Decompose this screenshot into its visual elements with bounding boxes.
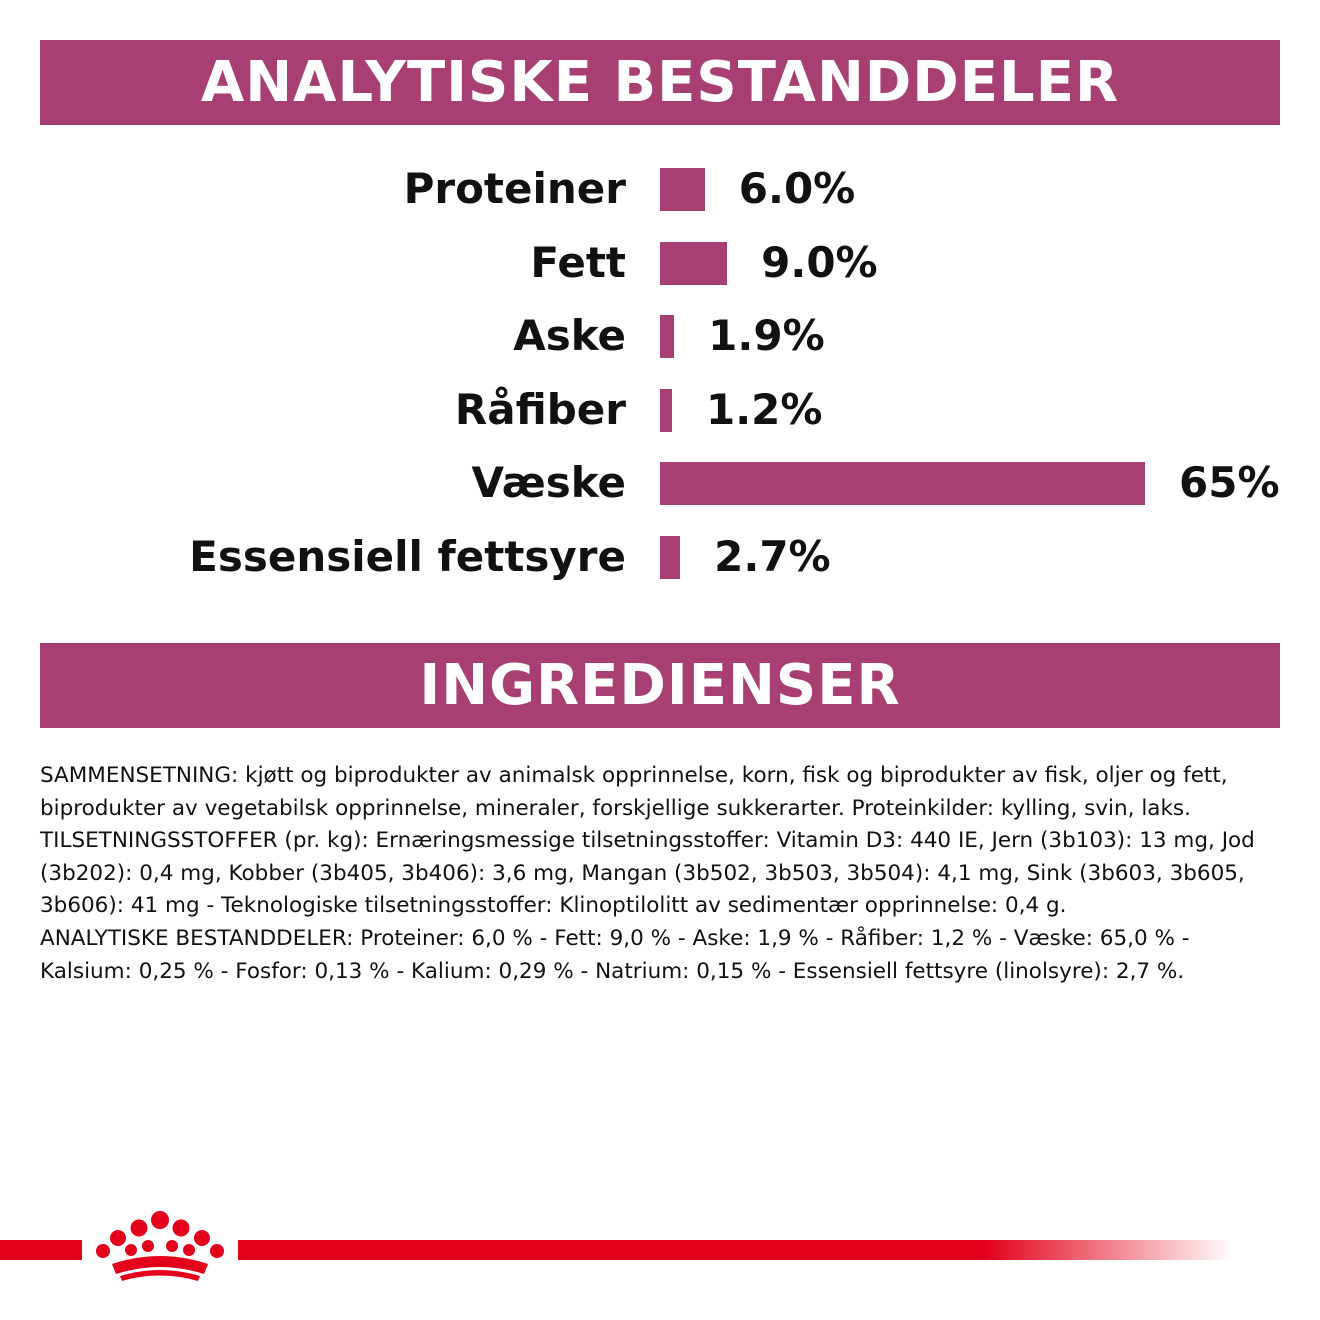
ingredients-paragraph-additives: TILSETNINGSSTOFFER (pr. kg): Ernæringsmessige tilsetningsstoffer: Vitamin D3: 440 IE, Jern (3b103): 13 mg, Jod (3b202): 0,4 mg, Kobber (3b405, 3b406): 3,6 mg, Mangan (3b502, 3b503, 3b504): 4,1 mg, Sink (3b603, 3b605, 3b606): 41 mg - Teknologiske tilsetningsstoffer: Klinoptilolitt av sedimentær opprinnelse: 0,4 g.	[40, 828, 1255, 919]
analytic-header-band	[40, 40, 1280, 125]
bar-label-aske: Aske	[513, 311, 626, 360]
brand-footer	[0, 1200, 1320, 1300]
ingredients-header-title: INGREDIENSER	[419, 653, 901, 718]
bar-label-rafiber: Råfiber	[454, 384, 626, 434]
analytic-bar-chart	[0, 150, 1320, 610]
bar-aske	[660, 315, 674, 358]
bar-rafiber	[660, 389, 672, 432]
analytic-header-title: ANALYTISKE BESTANDDELER	[200, 50, 1120, 115]
bar-value-essensiell-fettsyre: 2.7%	[714, 531, 831, 581]
bar-label-fett: Fett	[530, 237, 626, 287]
ingredients-paragraph-analytic: ANALYTISKE BESTANDDELER: Proteiner: 6,0 % - Fett: 9,0 % - Aske: 1,9 % - Råfiber: 1,2 % - Væske: 65,0 % - Kalsium: 0,25 % - Fosfor: 0,13 % - Kalium: 0,29 % - Natrium: 0,15 % - Essensiell fettsyre (linolsyre): 2,7 %.	[40, 925, 1190, 984]
bar-value-fett: 9.0%	[761, 237, 878, 287]
bar-value-rafiber: 1.2%	[706, 384, 823, 434]
ingredients-text	[40, 760, 1280, 988]
bar-value-vaeske: 65%	[1179, 458, 1280, 507]
bar-proteiner	[660, 168, 705, 211]
bar-vaeske	[660, 462, 1145, 505]
bar-label-essensiell-fettsyre: Essensiell fettsyre	[189, 531, 626, 581]
bar-fett	[660, 242, 727, 285]
bar-value-aske: 1.9%	[708, 311, 825, 360]
footer-line-left	[0, 1240, 82, 1260]
ingredients-header-band	[40, 643, 1280, 728]
royal-canin-crown-icon	[90, 1208, 230, 1288]
bar-label-vaeske: Væske	[471, 458, 626, 507]
ingredients-paragraph-composition: SAMMENSETNING: kjøtt og biprodukter av animalsk opprinnelse, korn, fisk og biprodukter av fisk, oljer og fett, biprodukter av vegetabilsk opprinnelse, mineraler, forskjellige sukkerarter. Proteinkilder: kylling, svin, laks.	[40, 763, 1228, 821]
bar-value-proteiner: 6.0%	[738, 164, 856, 213]
bar-label-proteiner: Proteiner	[403, 164, 626, 213]
bar-essensiell-fettsyre	[660, 536, 680, 579]
footer-line-right	[238, 1240, 1233, 1260]
